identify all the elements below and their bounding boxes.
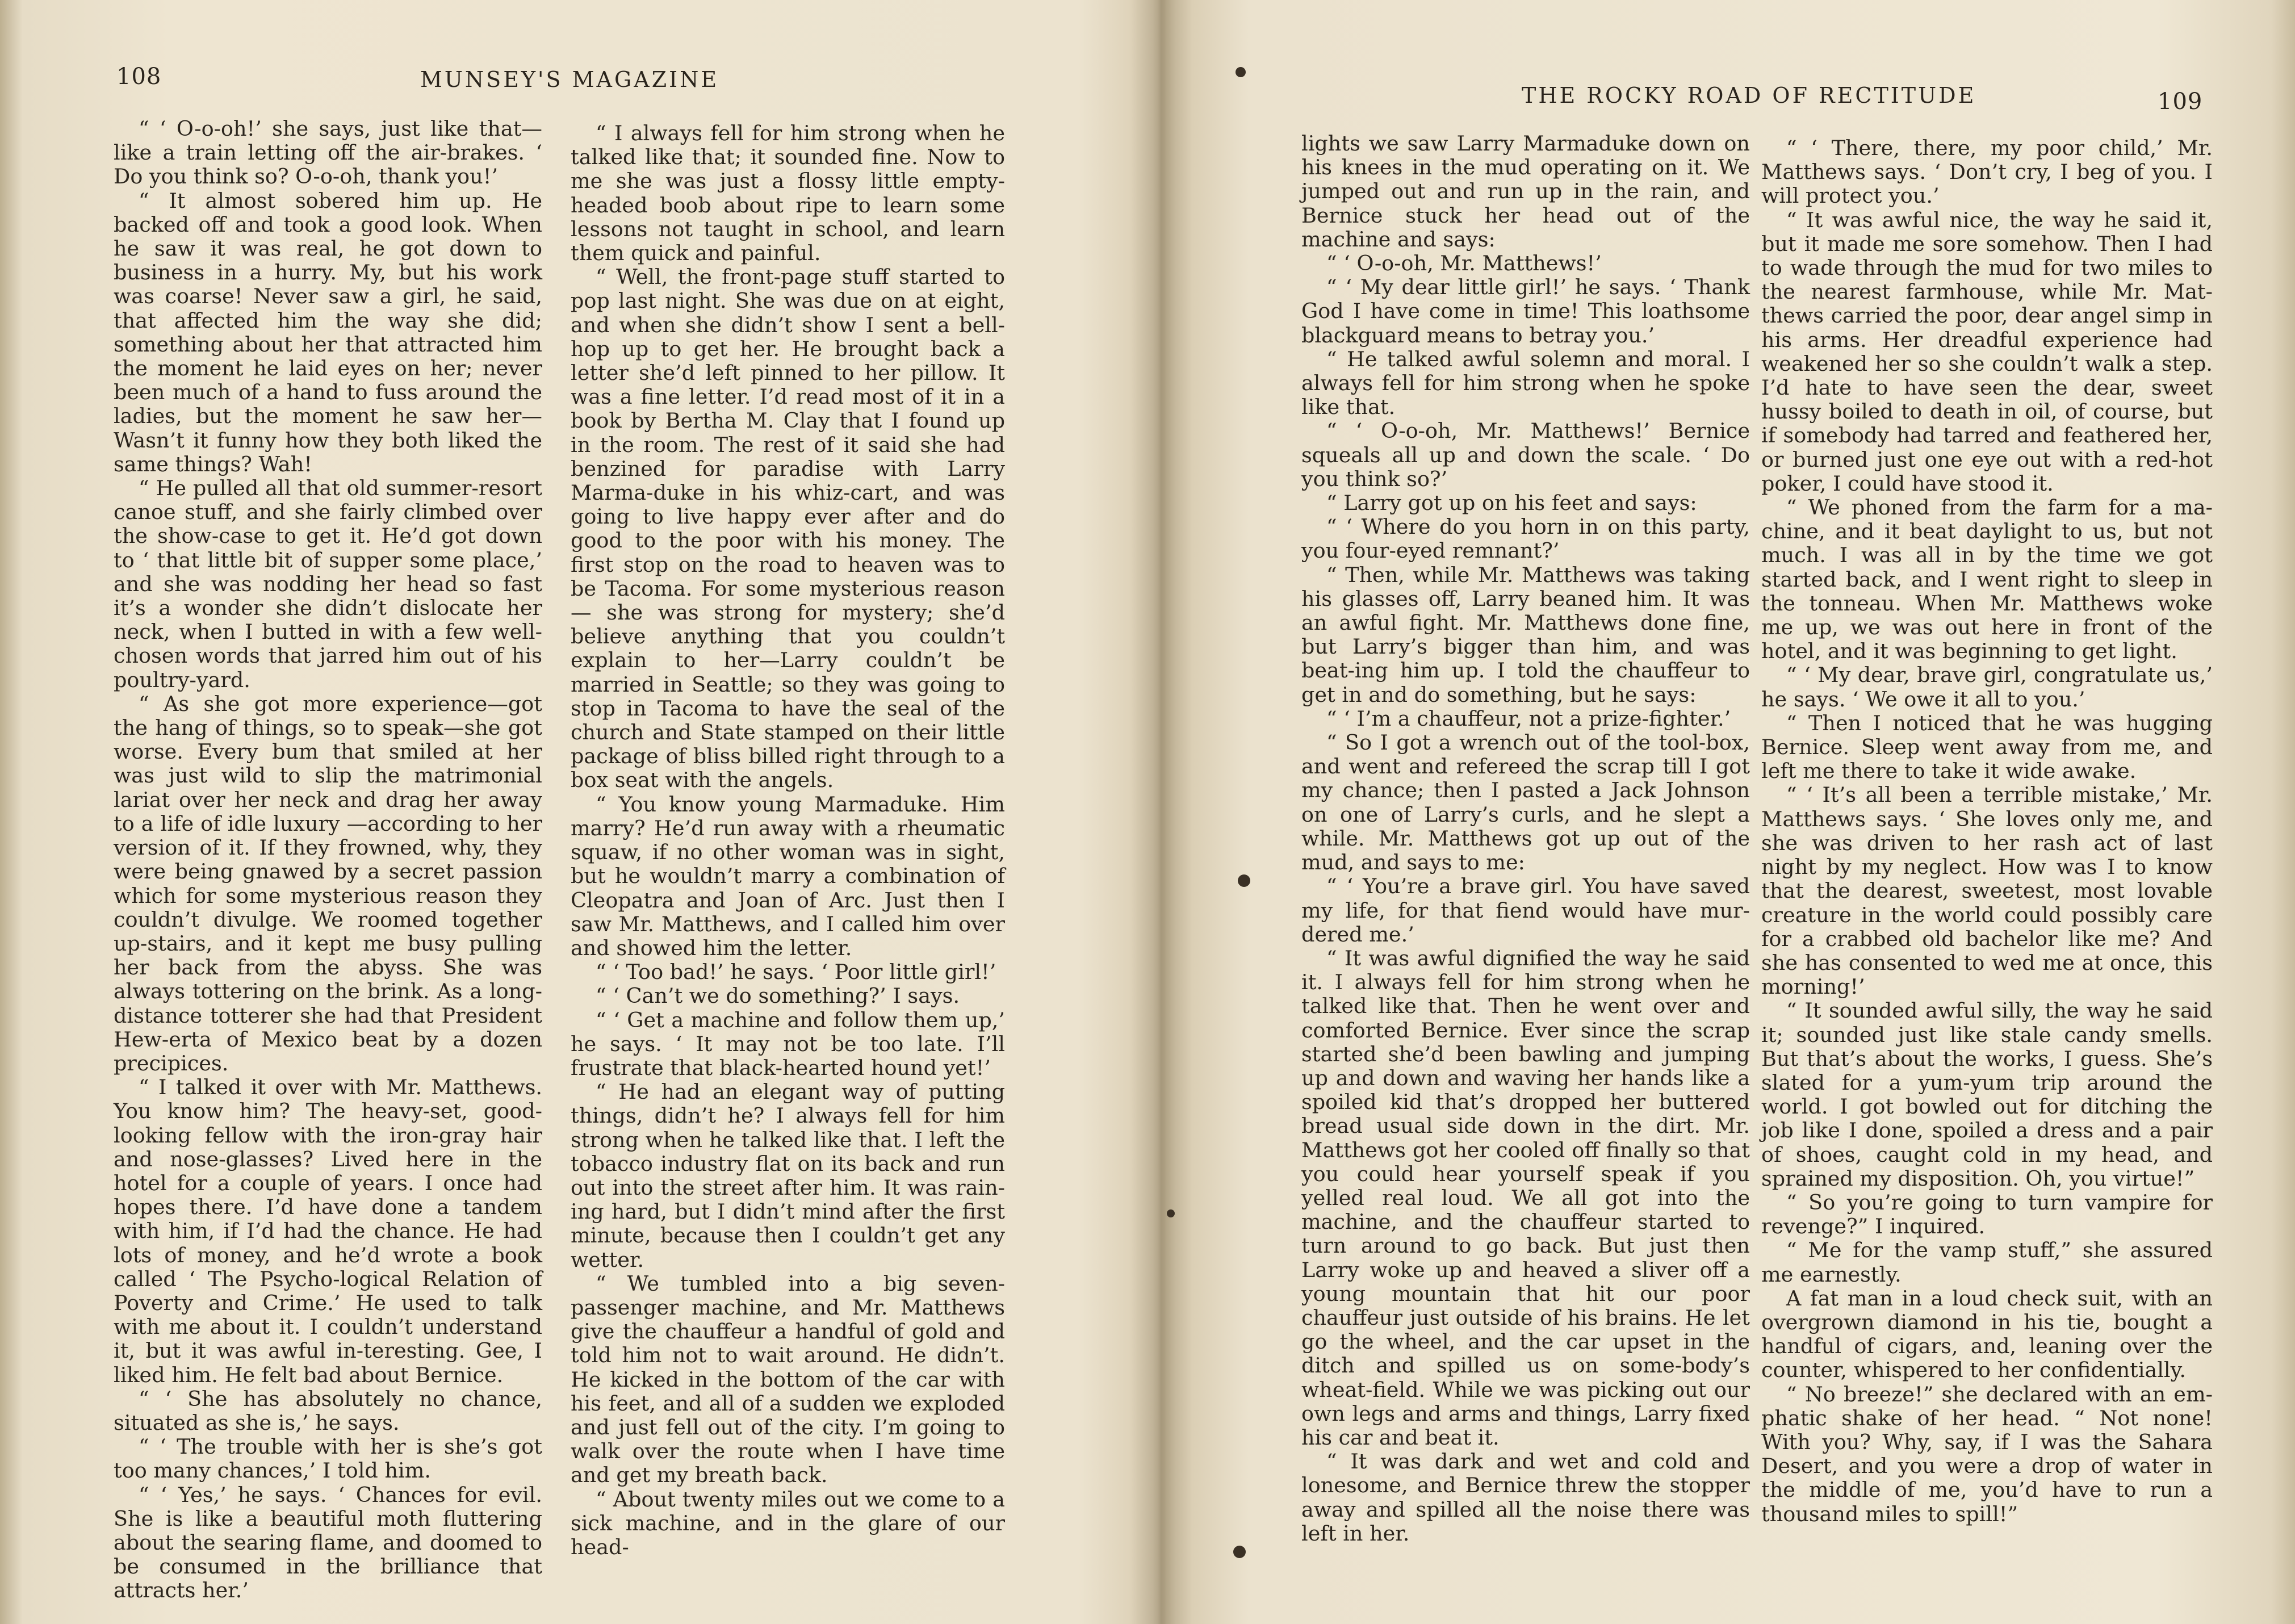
paragraph: “ He had an elegant way of putting things, didn’t he? I always fell for him strong when he talked like that. I left the tobacco industry flat on its back and run out into the street after him. It was rain-ing hard, but I didn’t mind after the first minute, because then I couldn’t get any wetter. [571, 1079, 1005, 1272]
paragraph: “ It was awful dignified the way he said it. I always fell for him strong when he talked like that. Then he went over and comforted Bernice. Ever since the scrap started she’d been bawling and jumping up and down and waving her hands like a spoiled kid that’s dropped her buttered bread usual side down in the dirt. Mr. Matthews got her cooled off finally so that you could hear yourself speak if you yelled real loud. We all got into the machine, and the chauffeur started to turn around to go back. But just then Larry woke up and heaved a sliver off a young mountain that hit our poor chauffeur just outside of his brains. He let go the wheel, and the car upset in the ditch and spilled us on some-body’s wheat-field. While we was picking out our own legs and arms and things, Larry fixed his car and beat it. [1301, 945, 1750, 1450]
paragraph: “ ‘ She has absolutely no chance, situated as she is,’ he says. [114, 1386, 542, 1435]
paragraph: “ As she got more experience—got the hang of things, so to speak—she got worse. Every bum that smiled at her was just wild to slip the matrimonial lariat over her neck and drag her away to a life of idle luxury —according to her version of it. If they frowned, why, they were being gnawed by a secret passion which for some mysterious reason they couldn’t divulge. We roomed together up-stairs, and it kept me busy pulling her back from the abyss. She was always tottering on the brink. As a long-distance totterer she had that President Hew-erta of Mexico beat by a dozen precipices. [114, 691, 542, 1075]
running-head-right: THE ROCKY ROAD OF RECTITUDE [1522, 83, 1976, 108]
right-page [1170, 0, 2295, 1624]
right-page-column-1 [1301, 131, 1750, 1546]
paper-spot [1167, 1209, 1175, 1217]
paragraph: “ ‘ O-o-oh, Mr. Matthews!’ Bernice squeals all up and down the scale. ‘ Do you think so?’ [1301, 418, 1750, 491]
paragraph: “ ‘ You’re a brave girl. You have saved my life, for that fiend would have mur-dered me.’ [1301, 874, 1750, 947]
paragraph: “ It was awful nice, the way he said it, but it made me sore somehow. Then I had to wade through the mud for two miles to the nearest farmhouse, while Mr. Mat-thews carried the poor, dear angel simp in his arms. Her dreadful experience had weakened her so she couldn’t walk a step. I’d hate to have seen the dear, sweet hussy boiled to death in oil, of course, but if somebody had tarred and feathered her, or burned just one eye out with a red-hot poker, I could have stood it. [1761, 207, 2213, 496]
left-page-column-2 [571, 121, 1005, 1559]
paragraph: “ ‘ The trouble with her is she’s got too many chances,’ I told him. [114, 1434, 542, 1483]
paragraph: “ We phoned from the farm for a ma-chine, and it beat daylight to us, but not much. I was all in by the time we got started back, and I went right to sleep in the tonneau. When Mr. Matthews woke me up, we was out here in front of the hotel, and it was beginning to get light. [1761, 495, 2213, 664]
paragraph: “ It almost sobered him up. He backed off and took a good look. When he saw it was real, he got down to business in a hurry. My, but his work was coarse! Never saw a girl, he said, that affected him the way she did; something about her that attracted him the moment he laid eyes on her; never been much of a hand to fuss around the ladies, but the moment he saw her— Wasn’t it funny how they both liked the same things? Wah! [114, 188, 542, 476]
paragraph: “ He talked awful solemn and moral. I always fell for him strong when he spoke like that. [1301, 346, 1750, 420]
running-head-left: MUNSEY'S MAGAZINE [420, 67, 719, 92]
paragraph: “ ‘ Get a machine and follow them up,’ he says. ‘ It may not be too late. I’ll frustrate that black-hearted hound yet!’ [571, 1007, 1005, 1080]
paragraph: “ Larry got up on his feet and says: [1326, 491, 1697, 516]
paragraph: “ ‘ My dear little girl!’ he says. ‘ Thank God I have come in time! This loathsome blackguard means to betray you.’ [1301, 275, 1750, 348]
paragraph: “ ‘ Where do you horn in on this party, you four-eyed remnant?’ [1301, 514, 1750, 563]
page-number-left: 108 [116, 64, 162, 90]
paragraph: “ No breeze!” she declared with an em-phatic shake of her head. “ Not none! With you? Why, say, if I was the Sahara Desert, and you were a drop of water in the middle of me, you’d have to run a thousand miles to spill!” [1761, 1382, 2213, 1526]
page-number-right: 109 [2158, 89, 2203, 115]
left-page-column-1 [114, 116, 542, 1603]
paragraph: “ He pulled all that old summer-resort canoe stuff, and she fairly climbed over the show-case to get it. He’d got down to ‘ that little bit of supper some place,’ and she was nodding her head so fast it’s a wonder she didn’t dislocate her neck, when I butted in with a few well-chosen words that jarred him out of his poultry-yard. [114, 476, 542, 692]
right-page-column-2 [1761, 136, 2213, 1533]
paragraph: “ ‘ It’s all been a terrible mistake,’ Mr. Matthews says. ‘ She loves only me, and she was driven to her rash act of last night by my neglect. How was I to know that the dearest, sweetest, most lovable creature in the world could possibly care for a crabbed old bachelor like me? And she has consented to wed me at once, this morning!’ [1761, 782, 2213, 999]
paragraph: “ ‘ Too bad!’ he says. ‘ Poor little girl!’ [595, 960, 996, 985]
paragraph: “ We tumbled into a big seven-passenger machine, and Mr. Matthews give the chauffeur a handful of gold and told him not to wait around. He didn’t. He kicked in the bottom of the car with his feet, and all of a sudden we exploded and just fell out of the city. I’m going to walk over the route when I have time and get my breath back. [571, 1271, 1005, 1488]
paragraph: “ So I got a wrench out of the tool-box, and went and refereed the scrap till I got my chance; then I pasted a Jack Johnson on one of Larry’s curls, and he slept a while. Mr. Matthews got up out of the mud, and says to me: [1301, 730, 1750, 875]
paragraph: “ It was dark and wet and cold and lonesome, and Bernice threw the stopper away and spilled all the noise there was left in her. [1301, 1449, 1750, 1546]
paragraph: “ About twenty miles out we come to a sick machine, and in the glare of our head- [571, 1487, 1005, 1559]
paragraph: “ Then, while Mr. Matthews was taking his glasses off, Larry beaned him. It was an awful fight. Mr. Matthews done fine, but Larry’s bigger than him, and was beat-ing him up. I told the chauffeur to get in and do something, but he says: [1301, 562, 1750, 707]
paragraph: “ I always fell for him strong when he talked like that; it sounded fine. Now to me she was just a flossy little empty-headed boob about ripe to learn some lessons not taught in school, and learn them quick and painful. [571, 121, 1005, 266]
paragraph: “ Well, the front-page stuff started to pop last night. She was due on at eight, and when she didn’t show I sent a bell-hop up to get her. He brought back a letter she’d left pinned to her pillow. It was a fine letter. I’d read most of it in a book by Bertha M. Clay that I found up in the room. The rest of it said she had benzined for paradise with Larry Marma-duke in his whiz-cart, and was going to live happy ever after and do good to the poor with his money. The first stop on the road to heaven was to be Tacoma. For some mysterious reason — she was strong for mystery; she’d believe anything that you couldn’t explain to her—Larry couldn’t be married in Seattle; so they was going to stop in Tacoma to have the seal of the church and State stamped on their little package of bliss billed right through to a box seat with the angels. [571, 265, 1005, 793]
gutter-shadow [1130, 0, 1192, 1624]
paragraph: “ Me for the vamp stuff,” she assured me earnestly. [1761, 1238, 2213, 1287]
paragraph: “ ‘ Yes,’ he says. ‘ Chances for evil. She is like a beautiful moth fluttering about the searing flame, and doomed to be consumed in the brilliance that attracts her.’ [114, 1482, 542, 1603]
paragraph: “ ‘ O-o-oh, Mr. Matthews!’ [1326, 251, 1602, 276]
paragraph: A fat man in a loud check suit, with an overgrown diamond in his tie, bought a handful of cigars, and, leaning over the counter, whispered to her confidentially. [1761, 1286, 2213, 1383]
paper-spot [1236, 67, 1246, 77]
paragraph: “ ‘ There, there, my poor child,’ Mr. Matthews says. ‘ Don’t cry, I beg of you. I will protect you.’ [1761, 136, 2213, 208]
paragraph: “ I talked it over with Mr. Matthews. You know him? The heavy-set, good-looking fellow with the iron-gray hair and nose-glasses? Lived here in the hotel for a couple of years. I once had hopes there. I’d have done a tandem with him, if I’d had the chance. He had lots of money, and he’d wrote a book called ‘ The Psycho-logical Relation of Poverty and Crime.’ He used to talk with me about it. I couldn’t understand it, but it was awful in-teresting. Gee, I liked him. He felt bad about Bernice. [114, 1075, 542, 1387]
paragraph: “ ‘ I’m a chauffeur, not a prize-fighter.’ [1326, 706, 1731, 731]
paragraph: “ ‘ O-o-oh!’ she says, just like that—like a train letting off the air-brakes. ‘ Do you think so? O-o-oh, thank you!’ [114, 116, 542, 189]
paper-spot [1238, 874, 1250, 887]
paragraph: “ It sounded awful silly, the way he said it; sounded just like stale candy smells. But that’s about the works, I guess. She’s slated for a yum-yum trip around the world. I got bowled out for ditching the job like I done, spoiled a dress and a pair of shoes, caught cold in my head, and sprained my disposition. Oh, you virtue!” [1761, 998, 2213, 1191]
paragraph: “ ‘ My dear, brave girl, congratulate us,’ he says. ‘ We owe it all to you.’ [1761, 663, 2213, 711]
paragraph: “ ‘ Can’t we do something?’ I says. [595, 983, 960, 1008]
paper-spot [1233, 1546, 1246, 1558]
paragraph: “ So you’re going to turn vampire for revenge?” I inquired. [1761, 1190, 2213, 1239]
paragraph: lights we saw Larry Marmaduke down on his knees in the mud operating on it. We jumped out and run up in the rain, and Bernice stuck her head out of the machine and says: [1301, 131, 1750, 252]
paragraph: “ Then I noticed that he was hugging Bernice. Sleep went away from me, and left me there to take it wide awake. [1761, 710, 2213, 784]
paragraph: “ You know young Marmaduke. Him marry? He’d run away with a rheumatic squaw, if no other woman was in sight, but he wouldn’t marry a combination of Cleopatra and Joan of Arc. Just then I saw Mr. Matthews, and I called him over and showed him the letter. [571, 792, 1005, 960]
